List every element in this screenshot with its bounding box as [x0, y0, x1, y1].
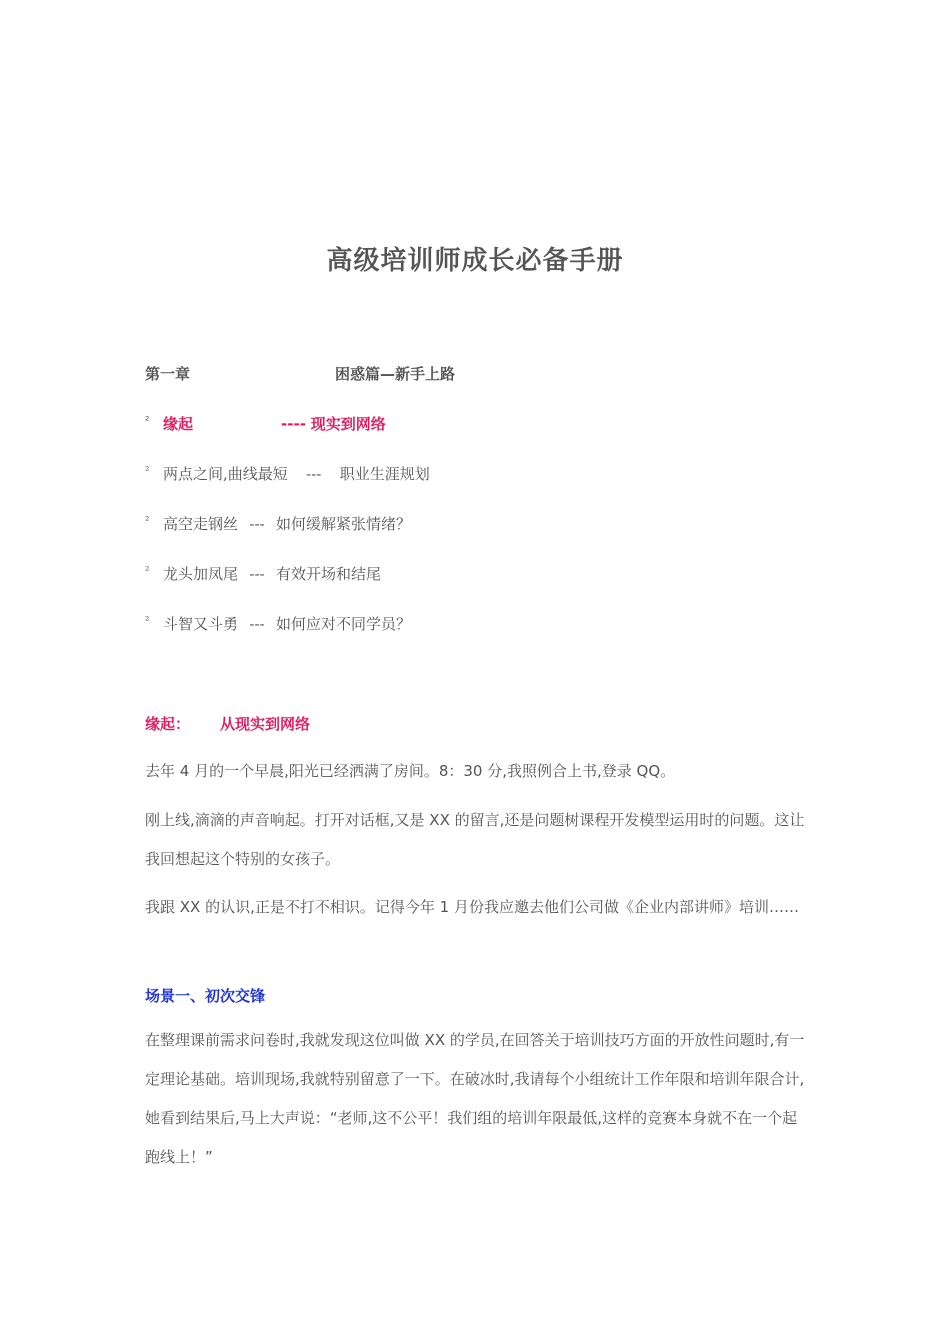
scene-heading: 场景一、初次交锋: [145, 987, 266, 1005]
toc-item-separator: ---: [249, 515, 265, 533]
toc-item: [145, 564, 381, 584]
toc-chapter-line: [145, 364, 455, 384]
toc-item: [145, 464, 430, 484]
toc-item-topic: 高空走钢丝: [163, 515, 239, 533]
section-heading: [145, 713, 310, 734]
toc-item-separator: ---: [249, 615, 265, 633]
toc-item-topic: 两点之间,曲线最短: [163, 465, 288, 483]
toc-item: [145, 514, 411, 534]
toc-item-desc: 现实到网络: [310, 415, 386, 433]
toc-item-separator: ---: [306, 465, 322, 483]
toc-item-desc: 如何应对不同学员？: [276, 615, 412, 633]
toc-item-separator: ----: [281, 415, 306, 433]
toc-item-desc: 职业生涯规划: [339, 465, 430, 483]
body-paragraph: 去年 4 月的一个早晨,阳光已经洒满了房间。8：30 分,我照例合上书,登录 QQ。: [145, 762, 676, 780]
bullet-icon: ²: [145, 564, 150, 577]
toc-item: [145, 614, 411, 634]
document-title: 高级培训师成长必备手册: [326, 246, 624, 276]
section-title: 从现实到网络: [220, 715, 311, 733]
toc-item: [145, 414, 386, 434]
bullet-icon: ²: [145, 514, 150, 527]
toc-item-topic: 斗智又斗勇: [163, 615, 239, 633]
body-paragraph: 我跟 XX 的认识,正是不打不相识。记得今年 1 月份我应邀去他们公司做《企业内部讲师》培训……: [145, 898, 799, 916]
bullet-icon: ²: [145, 464, 150, 477]
bullet-icon: ²: [145, 614, 150, 627]
bullet-icon: ²: [145, 414, 150, 427]
toc-item-desc: 有效开场和结尾: [276, 565, 382, 583]
chapter-title: 困惑篇—新手上路: [335, 365, 456, 383]
toc-item-topic: 缘起: [163, 415, 194, 433]
body-paragraph: 刚上线,滴滴的声音响起。打开对话框,又是 XX 的留言,还是问题树课程开发模型运用时的问题。这让我回想起这个特别的女孩子。: [145, 811, 805, 868]
scene-paragraph: 在整理课前需求问卷时,我就发现这位叫做 XX 的学员,在回答关于培训技巧方面的开放性问题时,有一定理论基础。培训现场,我就特别留意了一下。在破冰时,我请每个小组统计工作年限和培训年限合计,她看到结果后,马上大声说：“老师,这不公平！我们组的培训年限最低,这样的竞赛本身就不在一个起跑线上！”: [145, 1031, 805, 1166]
toc-item-topic: 龙头加凤尾: [163, 565, 239, 583]
toc-item-separator: ---: [249, 565, 265, 583]
toc-item-desc: 如何缓解紧张情绪？: [276, 515, 412, 533]
chapter-number: 第一章: [145, 365, 191, 383]
section-label: 缘起：: [145, 715, 191, 733]
